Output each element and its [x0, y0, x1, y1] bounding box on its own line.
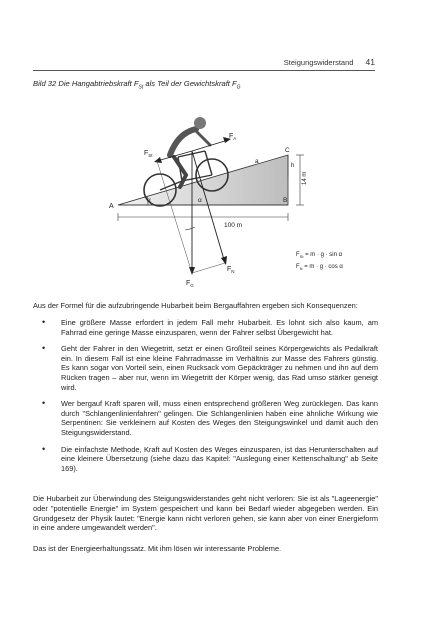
formula-fn: $F_N = m \cdot g \cdot \cos \alpha$ — [296, 264, 343, 272]
force-vectors — [154, 137, 231, 275]
formula-fst: $F_{St} = m \cdot g \cdot \sin \alpha$ — [296, 252, 343, 260]
label-alpha-1: α — [147, 197, 151, 204]
label-height: 14 m — [302, 171, 308, 185]
label-point-c: C — [285, 147, 290, 154]
header-rule — [33, 70, 375, 71]
list-item: • Die einfachste Methode, Kraft auf Kosten des Weges einzusparen, ist das Herunterschalten auf eine kleinere Übersetzung (siehe dazu das Kapitel: "Auslegung einer Kettenschaltung" ab Seite 169). — [33, 445, 378, 474]
running-header — [33, 57, 375, 67]
figure-caption: Bild 32 Die Hangabtriebskraft $F_{St}$ als Teil der Gewichtskraft $F_G$ — [33, 79, 241, 91]
label-point-b: B — [283, 197, 288, 204]
energy-paragraph: Die Hubarbeit zur Überwindung des Steigungswiderstandes geht nicht verloren: Sie ist als "Lageenergie" oder "potentielle Energie" im System gespeichert und kann bei Bedarf wieder abgegeben werden. Ein Grundgesetz der Physik lautet: "Energie kann nicht verloren gehen, sie kann aber von einer Energieform in eine andere umgewandelt werden". — [33, 494, 378, 533]
conservation-paragraph: Das ist der Energieerhaltungssatz. Mit ihm lösen wir interessante Probleme. — [33, 544, 282, 554]
label-alpha-2: α — [198, 197, 202, 204]
list-item: • Eine größere Masse erfordert in jedem Fall mehr Hubarbeit. Es lohnt sich also kaum, am Fahrrad eine geringe Masse einzusparen, wenn der Fahrer selbst Übergewicht hat. — [33, 318, 378, 337]
intro-paragraph: Aus der Formel für die aufzubringende Hubarbeit beim Bergauffahren ergeben sich Konsequenzen: — [33, 301, 358, 311]
header-title: Steigungswiderstand — [283, 58, 354, 67]
label-fg: $F_G$ — [186, 280, 194, 288]
label-distance: 100 m — [224, 222, 243, 229]
force-formulas — [296, 250, 386, 274]
label-point-a: A — [109, 203, 114, 210]
label-side-a: a — [255, 158, 259, 165]
label-fn: $F_N$ — [227, 266, 235, 274]
label-fa: $F_A$ — [229, 133, 237, 141]
list-item: • Wer bergauf Kraft sparen will, muss einen entsprechend größeren Weg zurücklegen. Das kann durch "Schlangenlinienfahren" gelingen. Die Schlangenlinien haben eine ähnliche Wirkung wie Serpentinen: Sie verkleinern auf Kosten des Weges den Steigungswinkel und damit auch den Steigungswiderstand. — [33, 399, 378, 437]
label-side-h: h — [291, 163, 295, 169]
label-fst: $F_{St}$ — [144, 150, 153, 158]
page-number: 41 — [365, 57, 375, 67]
angle-arc-fg — [185, 227, 195, 230]
list-item: • Geht der Fahrer in den Wiegetritt, setzt er einen Großteil seines Körpergewichts als Pedalkraft ein. In diesem Fall ist eine kleine Fahrradmasse im Verhältnis zur Masse des Fahrers günstig. Es kann sogar von Vorteil sein, einen Rucksack vom Gepäckträger zu nehmen und ihn auf dem Rücken tragen – aber nur, wenn im Wiegetritt der Körper wenig, das Rad umso stärker geneigt wird. — [33, 344, 378, 392]
consequences-list — [33, 318, 378, 480]
